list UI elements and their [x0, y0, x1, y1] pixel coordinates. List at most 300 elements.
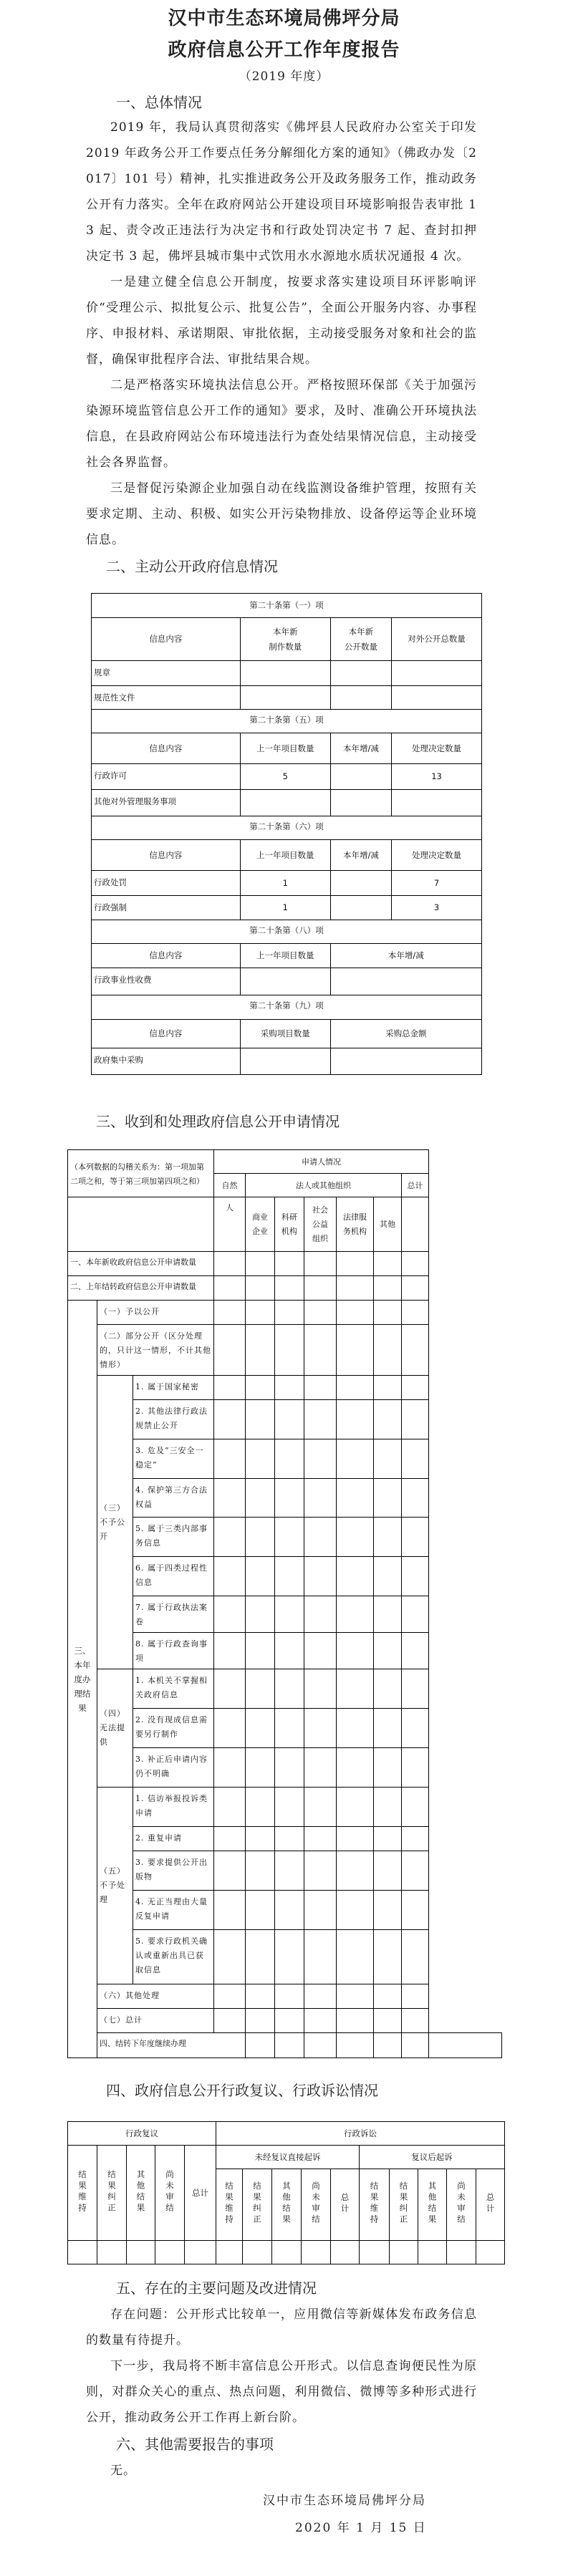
empty-cell	[304, 1788, 337, 1827]
empty-cell	[374, 2033, 402, 2058]
empty-cell	[390, 2241, 418, 2264]
empty-cell	[68, 2241, 97, 2264]
section1-paragraph-2: 一是建立健全信息公开制度，按要求落实建设项目环评影响评价“受理公示、拟批复公示、批复公告”，全面公开服务内容、办事程序、申报材料、承诺期限、审批依据，主动接受服务对象和社会的监督，确保审批程序合法、审批结果合规。	[86, 275, 477, 367]
cell: 1	[240, 871, 330, 896]
row-label: 行政强制	[92, 896, 241, 920]
empty-cell	[374, 1851, 402, 1891]
empty-cell	[360, 2241, 390, 2264]
empty-cell	[304, 1930, 337, 1984]
section1-paragraph-1: 2019 年，我局认真贯彻落实《佛坪县人民政府办公室关于印发 2019 年政务公开工作要点任务分解细化方案的通知》（佛政办发〔2017〕101 号）精神，扎实推进政务公开及政务服务工作，推动政务公开有力落实。全年在政府网站公开建设项目环境影响报告表审批 13 起、责令改正违法行为决定书和行政处罚决定书 7 起、查封扣押决定书 3 起，佛坪县城市集中式饮用水水源地水质状况通报 4 次。	[86, 120, 477, 264]
empty-cell	[214, 1479, 246, 1518]
cell: 3	[392, 896, 482, 920]
empty-cell	[275, 1669, 304, 1709]
column-header: 本年增/减	[330, 944, 481, 968]
signature-org: 汉中市生态环境局佛坪分局	[263, 2494, 426, 2508]
empty-cell	[374, 1400, 402, 1439]
column-header: 处理决定数量	[392, 733, 482, 764]
empty-cell	[246, 1596, 275, 1633]
empty-cell	[275, 1891, 304, 1930]
col-label: 尚未审结	[456, 2181, 467, 2226]
empty-cell	[304, 1276, 337, 1301]
cell	[330, 871, 391, 896]
empty-cell	[402, 1827, 429, 1851]
row-label: 行政处罚	[92, 871, 241, 896]
row-label: 政府集中采购	[92, 1048, 241, 1075]
empty-cell	[304, 2033, 337, 2058]
report-title-line2: 政府信息公开工作年度报告	[168, 39, 400, 61]
empty-cell	[275, 1709, 304, 1748]
empty-cell	[97, 2241, 127, 2264]
empty-cell	[402, 2033, 429, 2058]
col-legal-service: 法律服 务机构	[337, 1197, 374, 1252]
empty-cell	[374, 1984, 402, 2009]
empty-cell	[374, 1252, 402, 1276]
empty-cell	[337, 1891, 374, 1930]
col-label: 总计	[340, 2192, 350, 2215]
reason-item: 1. 本机关不掌握相关政府信息	[133, 1669, 214, 1709]
application-table	[67, 1149, 502, 2058]
direct-col-corrected	[243, 2169, 272, 2241]
row-carry-next-year: 四、结转下年度继续办理	[97, 2033, 246, 2058]
empty-cell	[214, 1633, 246, 1669]
column-header: 信息内容	[92, 618, 241, 661]
empty-cell	[304, 1252, 337, 1276]
empty-cell	[275, 1376, 304, 1400]
signature-date: 2020 年 1 月 15 日	[295, 2521, 427, 2535]
empty-cell	[374, 1596, 402, 1633]
empty-cell	[374, 1439, 402, 1479]
column-header: 对外公开总数量	[392, 618, 482, 661]
empty-cell	[304, 1518, 337, 1557]
col-public-welfare: 社会 公益 组织	[304, 1197, 337, 1252]
empty-cell	[275, 1518, 304, 1557]
col-label: 结果纠正	[252, 2181, 263, 2226]
cell	[330, 1048, 481, 1075]
empty-cell	[304, 1325, 337, 1376]
empty-cell	[304, 1669, 337, 1709]
empty-cell	[337, 1930, 374, 1984]
col-label: 尚未审结	[165, 2169, 175, 2214]
empty-cell	[337, 1633, 374, 1669]
empty-cell	[275, 1439, 304, 1479]
empty-cell	[214, 1851, 246, 1891]
review-col-pending	[155, 2146, 185, 2241]
empty-cell	[374, 1376, 402, 1400]
empty-cell	[304, 1301, 337, 1325]
empty-cell	[337, 1400, 374, 1439]
empty-cell	[304, 1984, 337, 2009]
empty-cell	[337, 1439, 374, 1479]
empty-cell	[246, 1518, 275, 1557]
reason-item: 2. 重复申请	[133, 1827, 214, 1851]
col-label: 其他结果	[281, 2181, 292, 2226]
column-header: 本年新 制作数量	[240, 618, 330, 661]
report-year: （2019 年度）	[239, 69, 329, 84]
empty-cell	[337, 1276, 374, 1301]
empty-cell	[214, 1891, 246, 1930]
review-col-other	[127, 2146, 155, 2241]
empty-cell	[374, 1669, 402, 1709]
report-title-line1: 汉中市生态环境局佛坪分局	[168, 8, 400, 29]
empty-cell	[337, 1851, 374, 1891]
empty-cell	[275, 1557, 304, 1596]
col-label: 结果纠正	[398, 2181, 409, 2226]
empty-cell	[402, 1400, 429, 1439]
cell	[240, 686, 330, 710]
cell	[240, 661, 330, 686]
empty-cell	[402, 1301, 429, 1325]
empty-cell	[246, 1479, 275, 1518]
col-label: 结果维持	[369, 2181, 380, 2226]
col-label: 结果纠正	[107, 2169, 117, 2214]
empty-cell	[214, 1252, 246, 1276]
direct-col-total	[331, 2169, 360, 2241]
empty-cell	[476, 2241, 505, 2264]
empty-cell	[275, 1400, 304, 1439]
empty-cell	[216, 2241, 243, 2264]
empty-cell	[214, 1984, 246, 2009]
empty-cell	[402, 1748, 429, 1788]
empty-cell	[246, 2009, 275, 2033]
block-title: 第二十条第（九）项	[92, 995, 482, 1020]
empty-cell	[214, 1400, 246, 1439]
empty-cell	[214, 1439, 246, 1479]
empty-cell	[402, 2009, 429, 2033]
column-header: 上一年项目数量	[240, 840, 330, 871]
empty-cell	[304, 1851, 337, 1891]
data-row	[68, 2241, 505, 2264]
empty-cell	[304, 1400, 337, 1439]
empty-cell	[155, 2241, 185, 2264]
empty-cell	[214, 1557, 246, 1596]
cell: 7	[392, 871, 482, 896]
empty-cell	[374, 1301, 402, 1325]
reason-item: 6. 属于四类过程性信息	[133, 1557, 214, 1596]
cell	[330, 790, 391, 816]
section1-paragraph-3: 二是严格落实环境执法信息公开。严格按照环保部《关于加强污染源环境监管信息公开工作的通知》要求，及时、准确公开环境执法信息，在县政府网站公布环境违法行为查处结果情况信息，主动接受社会各界监督。	[86, 378, 477, 470]
empty-cell	[275, 1788, 304, 1827]
cell	[330, 661, 391, 686]
empty-cell	[272, 2241, 302, 2264]
cell: 1	[240, 896, 330, 920]
empty-cell	[214, 1376, 246, 1400]
empty-cell	[246, 1709, 275, 1748]
empty-cell	[214, 1930, 246, 1984]
reason-item: 3. 要求提供公开出版物	[133, 1851, 214, 1891]
column-header: 上一年项目数量	[240, 733, 330, 764]
empty-cell	[402, 1891, 429, 1930]
group-not-processed: （五）不予处理	[97, 1788, 133, 1984]
empty-cell	[447, 2241, 476, 2264]
row-label: 其他对外管理服务事项	[92, 790, 241, 816]
reason-item: 7. 属于行政执法案卷	[133, 1596, 214, 1633]
admin-litigation-header: 行政诉讼	[216, 2122, 505, 2146]
empty-cell	[275, 1325, 304, 1376]
empty-cell	[337, 1669, 374, 1709]
row-disclosed: （一）予以公开	[97, 1301, 214, 1325]
empty-cell	[246, 1276, 275, 1301]
empty-cell	[246, 1633, 275, 1669]
direct-col-other	[272, 2169, 302, 2241]
reason-item: 8. 属于行政查询事项	[133, 1633, 214, 1669]
row-carried-over: 二、上年结转政府信息公开申请数量	[68, 1276, 214, 1301]
empty-cell	[275, 1984, 304, 2009]
col-other: 其他	[374, 1197, 402, 1252]
column-header: 采购项目数量	[240, 1020, 330, 1048]
admin-review-header: 行政复议	[68, 2122, 216, 2146]
reason-item: 2. 其他法律行政法规禁止公开	[133, 1400, 214, 1439]
empty-cell	[337, 1788, 374, 1827]
after-review-suit-header: 复议后起诉	[360, 2146, 505, 2169]
empty-cell	[337, 1301, 374, 1325]
blank-cell	[402, 1197, 429, 1252]
empty-cell	[246, 1891, 275, 1930]
blank-cell	[68, 1197, 214, 1252]
review-col-upheld	[68, 2146, 97, 2241]
empty-cell	[337, 1748, 374, 1788]
total-header: 总计	[402, 1174, 429, 1197]
empty-cell	[246, 1851, 275, 1891]
direct-col-pending	[302, 2169, 331, 2241]
empty-cell	[246, 1301, 275, 1325]
result-group-text: 三、本年度办理结果	[74, 1645, 91, 1713]
column-header: 上一年项目数量	[240, 944, 330, 968]
empty-cell	[275, 2009, 304, 2033]
empty-cell	[304, 1709, 337, 1748]
col-label: 尚未审结	[311, 2181, 322, 2226]
col-label: 总计	[485, 2192, 496, 2215]
empty-cell	[402, 1709, 429, 1748]
empty-cell	[402, 1439, 429, 1479]
empty-cell	[275, 1930, 304, 1984]
column-header: 信息内容	[92, 840, 241, 871]
empty-cell	[275, 1748, 304, 1788]
section6-body: 无。	[110, 2464, 136, 2478]
empty-cell	[246, 1984, 275, 2009]
col-label: 其他结果	[427, 2181, 438, 2226]
empty-cell	[418, 2241, 447, 2264]
empty-cell	[304, 1557, 337, 1596]
empty-cell	[246, 1930, 275, 1984]
empty-cell	[374, 2009, 402, 2033]
empty-cell	[374, 1891, 402, 1930]
section1-paragraph-4: 三是督促污染源企业加强自动在线监测设备维护管理，按照有关要求定期、主动、积极、如实公开污染物排放、设备停运等企业环境信息。	[86, 481, 477, 547]
empty-cell	[337, 1479, 374, 1518]
empty-cell	[214, 1596, 246, 1633]
empty-cell	[402, 1596, 429, 1633]
col-label: 结果维持	[224, 2181, 235, 2226]
empty-cell	[402, 1376, 429, 1400]
section2-heading: 二、主动公开政府信息情况	[106, 558, 278, 575]
section6-heading: 六、其他需要报告的事项	[116, 2436, 274, 2453]
empty-cell	[246, 1748, 275, 1788]
col-research: 科研 机构	[275, 1197, 304, 1252]
empty-cell	[402, 1669, 429, 1709]
empty-cell	[337, 1557, 374, 1596]
column-header: 本年增/减	[330, 733, 391, 764]
cell: 13	[392, 764, 482, 790]
col-label: 其他结果	[135, 2169, 146, 2214]
empty-cell	[429, 2033, 502, 2058]
reason-item: 3. 补正后申请内容仍不明确	[133, 1748, 214, 1788]
empty-cell	[246, 2033, 275, 2058]
active-disclosure-table	[91, 593, 482, 1075]
reason-item: 3. 危及“三安全一稳定”	[133, 1439, 214, 1479]
cell	[330, 686, 391, 710]
empty-cell	[246, 1827, 275, 1851]
empty-cell	[246, 1788, 275, 1827]
column-header: 信息内容	[92, 1020, 241, 1048]
row-subtotal: （七）总计	[97, 2009, 214, 2033]
empty-cell	[246, 1400, 275, 1439]
section1-heading: 一、总体情况	[116, 94, 202, 111]
column-header: 信息内容	[92, 733, 241, 764]
empty-cell	[275, 1276, 304, 1301]
empty-cell	[374, 1748, 402, 1788]
section3-heading: 三、收到和处理政府信息公开申请情况	[96, 1113, 340, 1130]
cell	[240, 968, 330, 995]
empty-cell	[246, 1669, 275, 1709]
legal-entity-header: 法人或其他组织	[246, 1174, 402, 1197]
empty-cell	[402, 1518, 429, 1557]
reason-item: 5. 属于三类内部事务信息	[133, 1518, 214, 1557]
cell	[392, 686, 482, 710]
reason-item: 2. 没有现成信息需要另行制作	[133, 1709, 214, 1748]
empty-cell	[374, 1518, 402, 1557]
reason-item: 1. 信访举报投诉类申请	[133, 1788, 214, 1827]
empty-cell	[214, 1518, 246, 1557]
empty-cell	[214, 1276, 246, 1301]
reason-item: 5. 要求行政机关确认或重新出具已获取信息	[133, 1930, 214, 1984]
empty-cell	[337, 1252, 374, 1276]
cell	[392, 790, 482, 816]
block-title: 第二十条第（六）项	[92, 816, 482, 840]
column-header: 本年新 公开数量	[330, 618, 391, 661]
after-col-total	[476, 2169, 505, 2241]
cell	[240, 1048, 330, 1075]
empty-cell	[374, 1276, 402, 1301]
empty-cell	[374, 1930, 402, 1984]
after-col-pending	[447, 2169, 476, 2241]
group-not-disclosed: （三）不予公开	[97, 1376, 133, 1669]
section5-paragraph-1: 存在问题：公开形式比较单一，应用微信等新媒体发布政务信息的数量有待提升。	[86, 2307, 477, 2348]
empty-cell	[374, 1557, 402, 1596]
empty-cell	[243, 2241, 272, 2264]
block-title: 第二十条第（八）项	[92, 920, 482, 944]
natural-person-header: 自然	[214, 1174, 246, 1197]
empty-cell	[374, 1325, 402, 1376]
empty-cell	[275, 1301, 304, 1325]
column-header: 本年增/减	[330, 840, 391, 871]
after-col-upheld	[360, 2169, 390, 2241]
empty-cell	[402, 1851, 429, 1891]
empty-cell	[304, 2009, 337, 2033]
empty-cell	[402, 1633, 429, 1669]
empty-cell	[275, 1851, 304, 1891]
empty-cell	[304, 1827, 337, 1851]
row-label: 规章	[92, 661, 241, 686]
column-header: 处理决定数量	[392, 840, 482, 871]
empty-cell	[402, 1930, 429, 1984]
empty-cell	[374, 1479, 402, 1518]
reason-item: 1. 属于国家秘密	[133, 1376, 214, 1400]
empty-cell	[214, 1748, 246, 1788]
reason-item: 4. 无正当理由大量反复申请	[133, 1891, 214, 1930]
after-col-other	[418, 2169, 447, 2241]
empty-cell	[337, 2033, 374, 2058]
empty-cell	[185, 2241, 216, 2264]
direct-suit-header: 未经复议直接起诉	[216, 2146, 360, 2169]
empty-cell	[304, 1376, 337, 1400]
empty-cell	[337, 1518, 374, 1557]
empty-cell	[402, 1479, 429, 1518]
empty-cell	[275, 1479, 304, 1518]
empty-cell	[402, 1984, 429, 2009]
row-label: 规范性文件	[92, 686, 241, 710]
empty-cell	[402, 1252, 429, 1276]
empty-cell	[337, 1325, 374, 1376]
empty-cell	[337, 2009, 374, 2033]
empty-cell	[246, 1252, 275, 1276]
review-col-total: 总计	[185, 2146, 216, 2241]
table-note: （本列数据的勾稽关系为：第一项加第二项之和，等于第三项加第四项之和）	[68, 1150, 214, 1197]
empty-cell	[127, 2241, 155, 2264]
section5-heading: 五、存在的主要问题及改进情况	[116, 2280, 317, 2297]
section4-heading: 四、政府信息公开行政复议、行政诉讼情况	[106, 2082, 378, 2099]
empty-cell	[275, 2033, 304, 2058]
empty-cell	[331, 2241, 360, 2264]
block-title: 第二十条第（五）项	[92, 710, 482, 733]
after-col-corrected	[390, 2169, 418, 2241]
empty-cell	[246, 1439, 275, 1479]
applicant-header: 申请人情况	[214, 1150, 429, 1174]
empty-cell	[374, 1788, 402, 1827]
group-unable-to-provide: （四）无法提供	[97, 1669, 133, 1788]
empty-cell	[304, 1596, 337, 1633]
empty-cell	[246, 1325, 275, 1376]
empty-cell	[275, 1252, 304, 1276]
empty-cell	[214, 1788, 246, 1827]
empty-cell	[304, 1479, 337, 1518]
empty-cell	[374, 1709, 402, 1748]
empty-cell	[402, 1788, 429, 1827]
empty-cell	[304, 1633, 337, 1669]
empty-cell	[214, 1301, 246, 1325]
cell	[240, 790, 330, 816]
review-col-corrected	[97, 2146, 127, 2241]
empty-cell	[337, 1596, 374, 1633]
empty-cell	[304, 1748, 337, 1788]
empty-cell	[402, 1325, 429, 1376]
empty-cell	[337, 1827, 374, 1851]
row-label: 行政许可	[92, 764, 241, 790]
col-business: 商业 企业	[246, 1197, 275, 1252]
row-partial: （二）部分公开（区分处理的，只计这一情形，不计其他情形）	[97, 1325, 214, 1376]
review-litigation-table	[67, 2121, 505, 2264]
empty-cell	[304, 1891, 337, 1930]
empty-cell	[374, 1827, 402, 1851]
empty-cell	[374, 1633, 402, 1669]
reason-item: 4. 保护第三方合法权益	[133, 1479, 214, 1518]
empty-cell	[302, 2241, 331, 2264]
empty-cell	[246, 1376, 275, 1400]
empty-cell	[337, 1709, 374, 1748]
empty-cell	[246, 1557, 275, 1596]
cell	[330, 764, 391, 790]
column-header: 信息内容	[92, 944, 241, 968]
block-title: 第二十条第（一）项	[92, 594, 482, 618]
empty-cell	[275, 1827, 304, 1851]
